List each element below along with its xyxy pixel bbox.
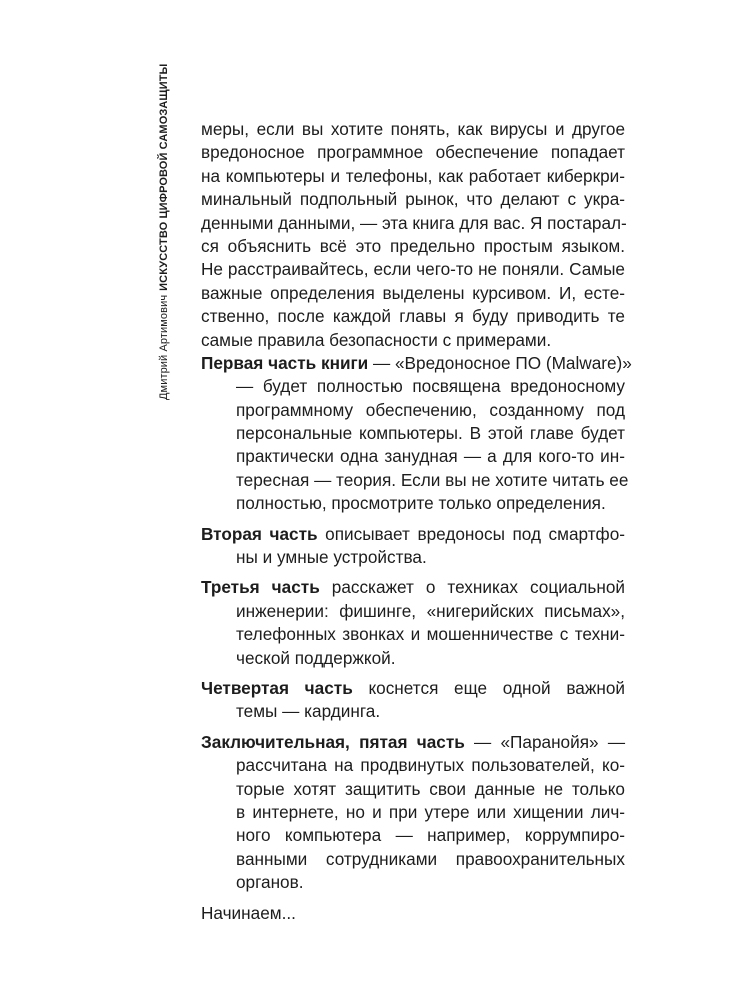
part-line: полностью, просмотрите только определения. (236, 493, 606, 514)
part-line: ного компьютера — например, коррумпиро- (236, 825, 625, 846)
intro-line: ся объяснить всё это предельно простым языком. (201, 235, 625, 256)
part-five-title: Заключительная, пятая часть (201, 731, 465, 752)
intro-line: минальный подпольный рынок, что делают с укра- (201, 189, 625, 210)
part-two-paragraph (201, 523, 625, 570)
intro-line: на компьютеры и телефоны, как работает киберкри- (201, 165, 625, 186)
part-one-title: Первая часть книги (201, 352, 369, 373)
body-text (201, 118, 632, 925)
part-line: ны и умные устройства. (236, 547, 427, 568)
part-two-title: Вторая часть (201, 523, 318, 544)
part-line: ческой поддержкой. (236, 647, 396, 668)
part-line: — будет полностью посвящена вредоносному (236, 376, 625, 397)
intro-line: важные определения выделены курсивом. И, есте- (201, 282, 625, 303)
intro-line: меры, если вы хотите понять, как вирусы и другое (201, 119, 625, 139)
part-line: в интернете, но и при утере или хищении лич- (236, 801, 625, 822)
intro-line: самые правила безопасности с примерами. (201, 329, 552, 350)
part-line: тересная — теория. Если вы не хотите читать ее (236, 469, 629, 490)
intro-line: Не расстраивайтесь, если чего-то не поняли. Самые (201, 259, 625, 280)
part-four-paragraph (201, 677, 625, 724)
part-line: рассчитана на продвинутых пользователей, ко- (236, 755, 625, 776)
running-head (155, 0, 173, 400)
running-head-author: Дмитрий Артимович (158, 294, 170, 400)
part-five-first-line: — «Паранойя» — (464, 731, 626, 752)
part-one-paragraph (201, 352, 632, 516)
intro-line: вредоносное программное обеспечение попадает (201, 142, 625, 163)
part-line: органов. (236, 872, 304, 893)
intro-line: денными данными, — эта книга для вас. Я постарал- (201, 212, 627, 233)
intro-paragraph (201, 118, 625, 352)
closing-line: Начинаем... (201, 902, 296, 923)
part-line: торые хотят защитить свои данные не только (236, 778, 625, 799)
part-three-title: Третья часть (201, 577, 320, 598)
part-line: инженерии: фишинге, «нигерийских письмах», (236, 600, 625, 621)
intro-line: ственно, после каждой главы я буду приводить те (201, 306, 625, 327)
part-four-first-line: коснется еще одной важной (352, 677, 625, 698)
part-line: программному обеспечению, созданному под (236, 399, 625, 420)
part-line: ванными сотрудниками правоохранительных (236, 848, 625, 869)
part-line: персональные компьютеры. В этой главе будет (236, 423, 625, 444)
part-three-first-line: расскажет о техниках социальной (319, 577, 625, 598)
part-line: практически одна занудная — а для кого-то ин- (236, 446, 625, 467)
part-three-paragraph (201, 576, 625, 670)
part-line: телефонных звонках и мошенничестве с техни- (236, 624, 625, 645)
part-line: темы — кардинга. (236, 701, 381, 722)
part-five-paragraph (201, 731, 625, 895)
part-two-first-line: описывает вредоносы под смартфо- (317, 523, 625, 544)
part-four-title: Четвертая часть (201, 677, 353, 698)
part-one-first-line: — «Вредоносное ПО (Malware)» (368, 352, 632, 373)
running-head-title: ИСКУССТВО ЦИФРОВОЙ САМОЗАЩИТЫ (158, 63, 170, 291)
